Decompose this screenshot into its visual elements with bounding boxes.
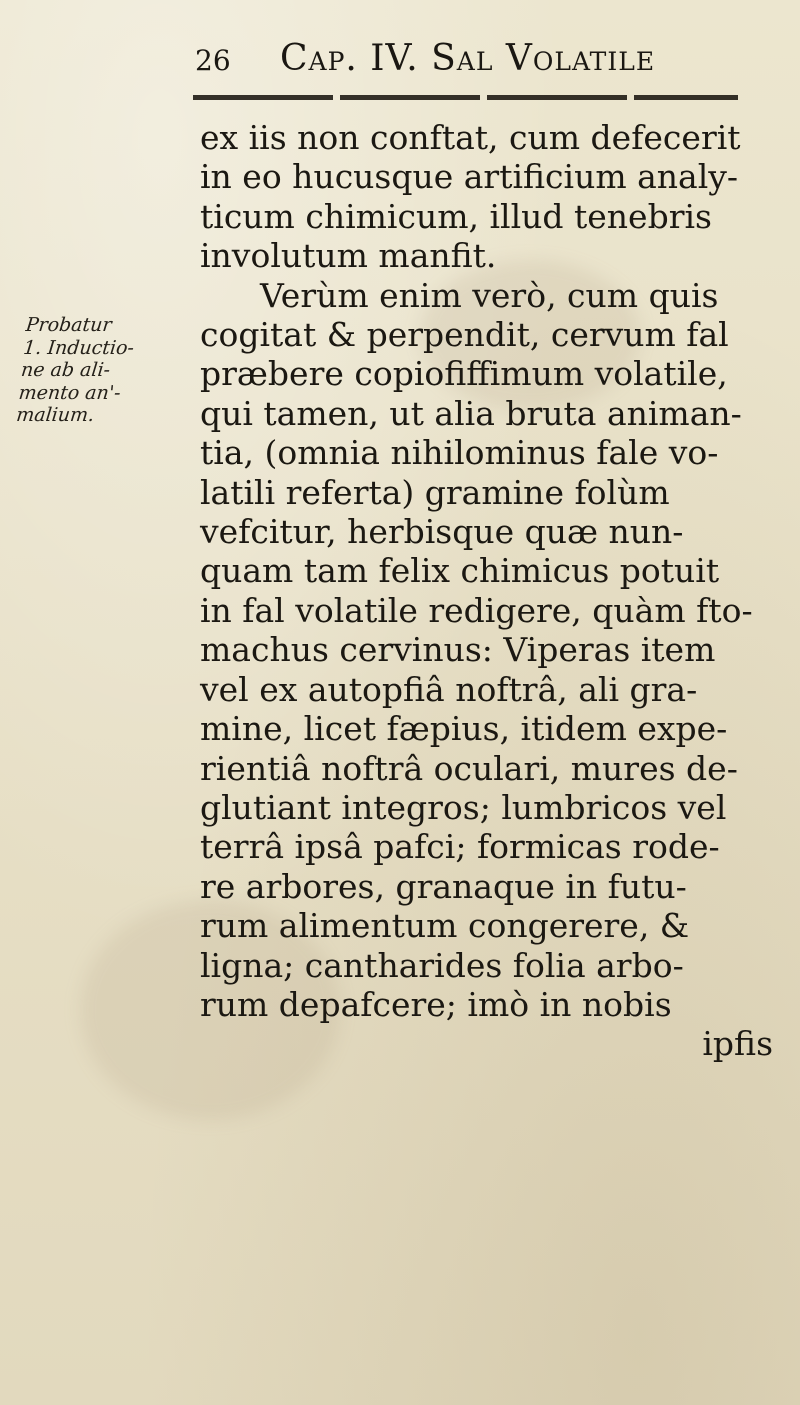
text-line: quam tam felix chimicus potuit (200, 551, 720, 591)
text-line: glutiant integros; lumbricos vel (200, 787, 727, 827)
catchword: ipfis (702, 1024, 773, 1064)
text-line: re arbores, granaque in futu- (200, 866, 687, 906)
marginal-note-line: mento an'- (17, 381, 122, 404)
text-line: latili referta) gramine folùm (200, 472, 670, 512)
text-line: terrâ ipsâ pafci; formicas rode- (200, 827, 720, 867)
text-line: vel ex autopfiâ noftrâ, ali gra- (200, 669, 698, 709)
text-line: rientiâ noftrâ oculari, mures de- (200, 748, 738, 788)
text-line: Verùm enim verò, cum quis (260, 275, 719, 315)
marginal-note-line: Probatur (24, 314, 113, 336)
running-head: Cap. IV. Sal Volatile (280, 38, 656, 79)
text-line: cogitat & perpendit, cervum fal (200, 315, 729, 355)
text-line: vefcitur, herbisque quæ nun- (200, 512, 684, 552)
text-line: qui tamen, ut alia bruta animan- (200, 393, 742, 433)
text-line: præbere copiofiffimum volatile, (200, 354, 728, 394)
text-line: rum alimentum congerere, & (200, 906, 690, 946)
main-text (200, 118, 775, 1064)
marginal-note (15, 314, 197, 427)
text-line: ticum chimicum, illud tenebris (200, 196, 712, 236)
text-line: mine, licet fæpius, itidem expe- (200, 709, 728, 749)
page-number: 26 (195, 44, 231, 77)
text-line: in fal volatile redigere, quàm fto- (200, 590, 753, 630)
marginal-note-line: 1. Inductio- (22, 336, 136, 359)
header-rule (193, 95, 738, 100)
text-line: rum depafcere; imò in nobis (200, 984, 672, 1024)
text-line: involutum manfit. (200, 236, 497, 276)
text-line: in eo hucusque artificium analy- (200, 157, 739, 197)
text-line: ligna; cantharides folia arbo- (200, 945, 684, 985)
text-line: tia, (omnia nihilominus fale vo- (200, 433, 719, 473)
text-line: ex iis non conftat, cum defecerit (200, 118, 741, 157)
text-line: machus cervinus: Viperas item (200, 630, 716, 670)
marginal-note-line: ne ab ali- (19, 359, 112, 381)
marginal-note-line: malium. (15, 404, 96, 426)
